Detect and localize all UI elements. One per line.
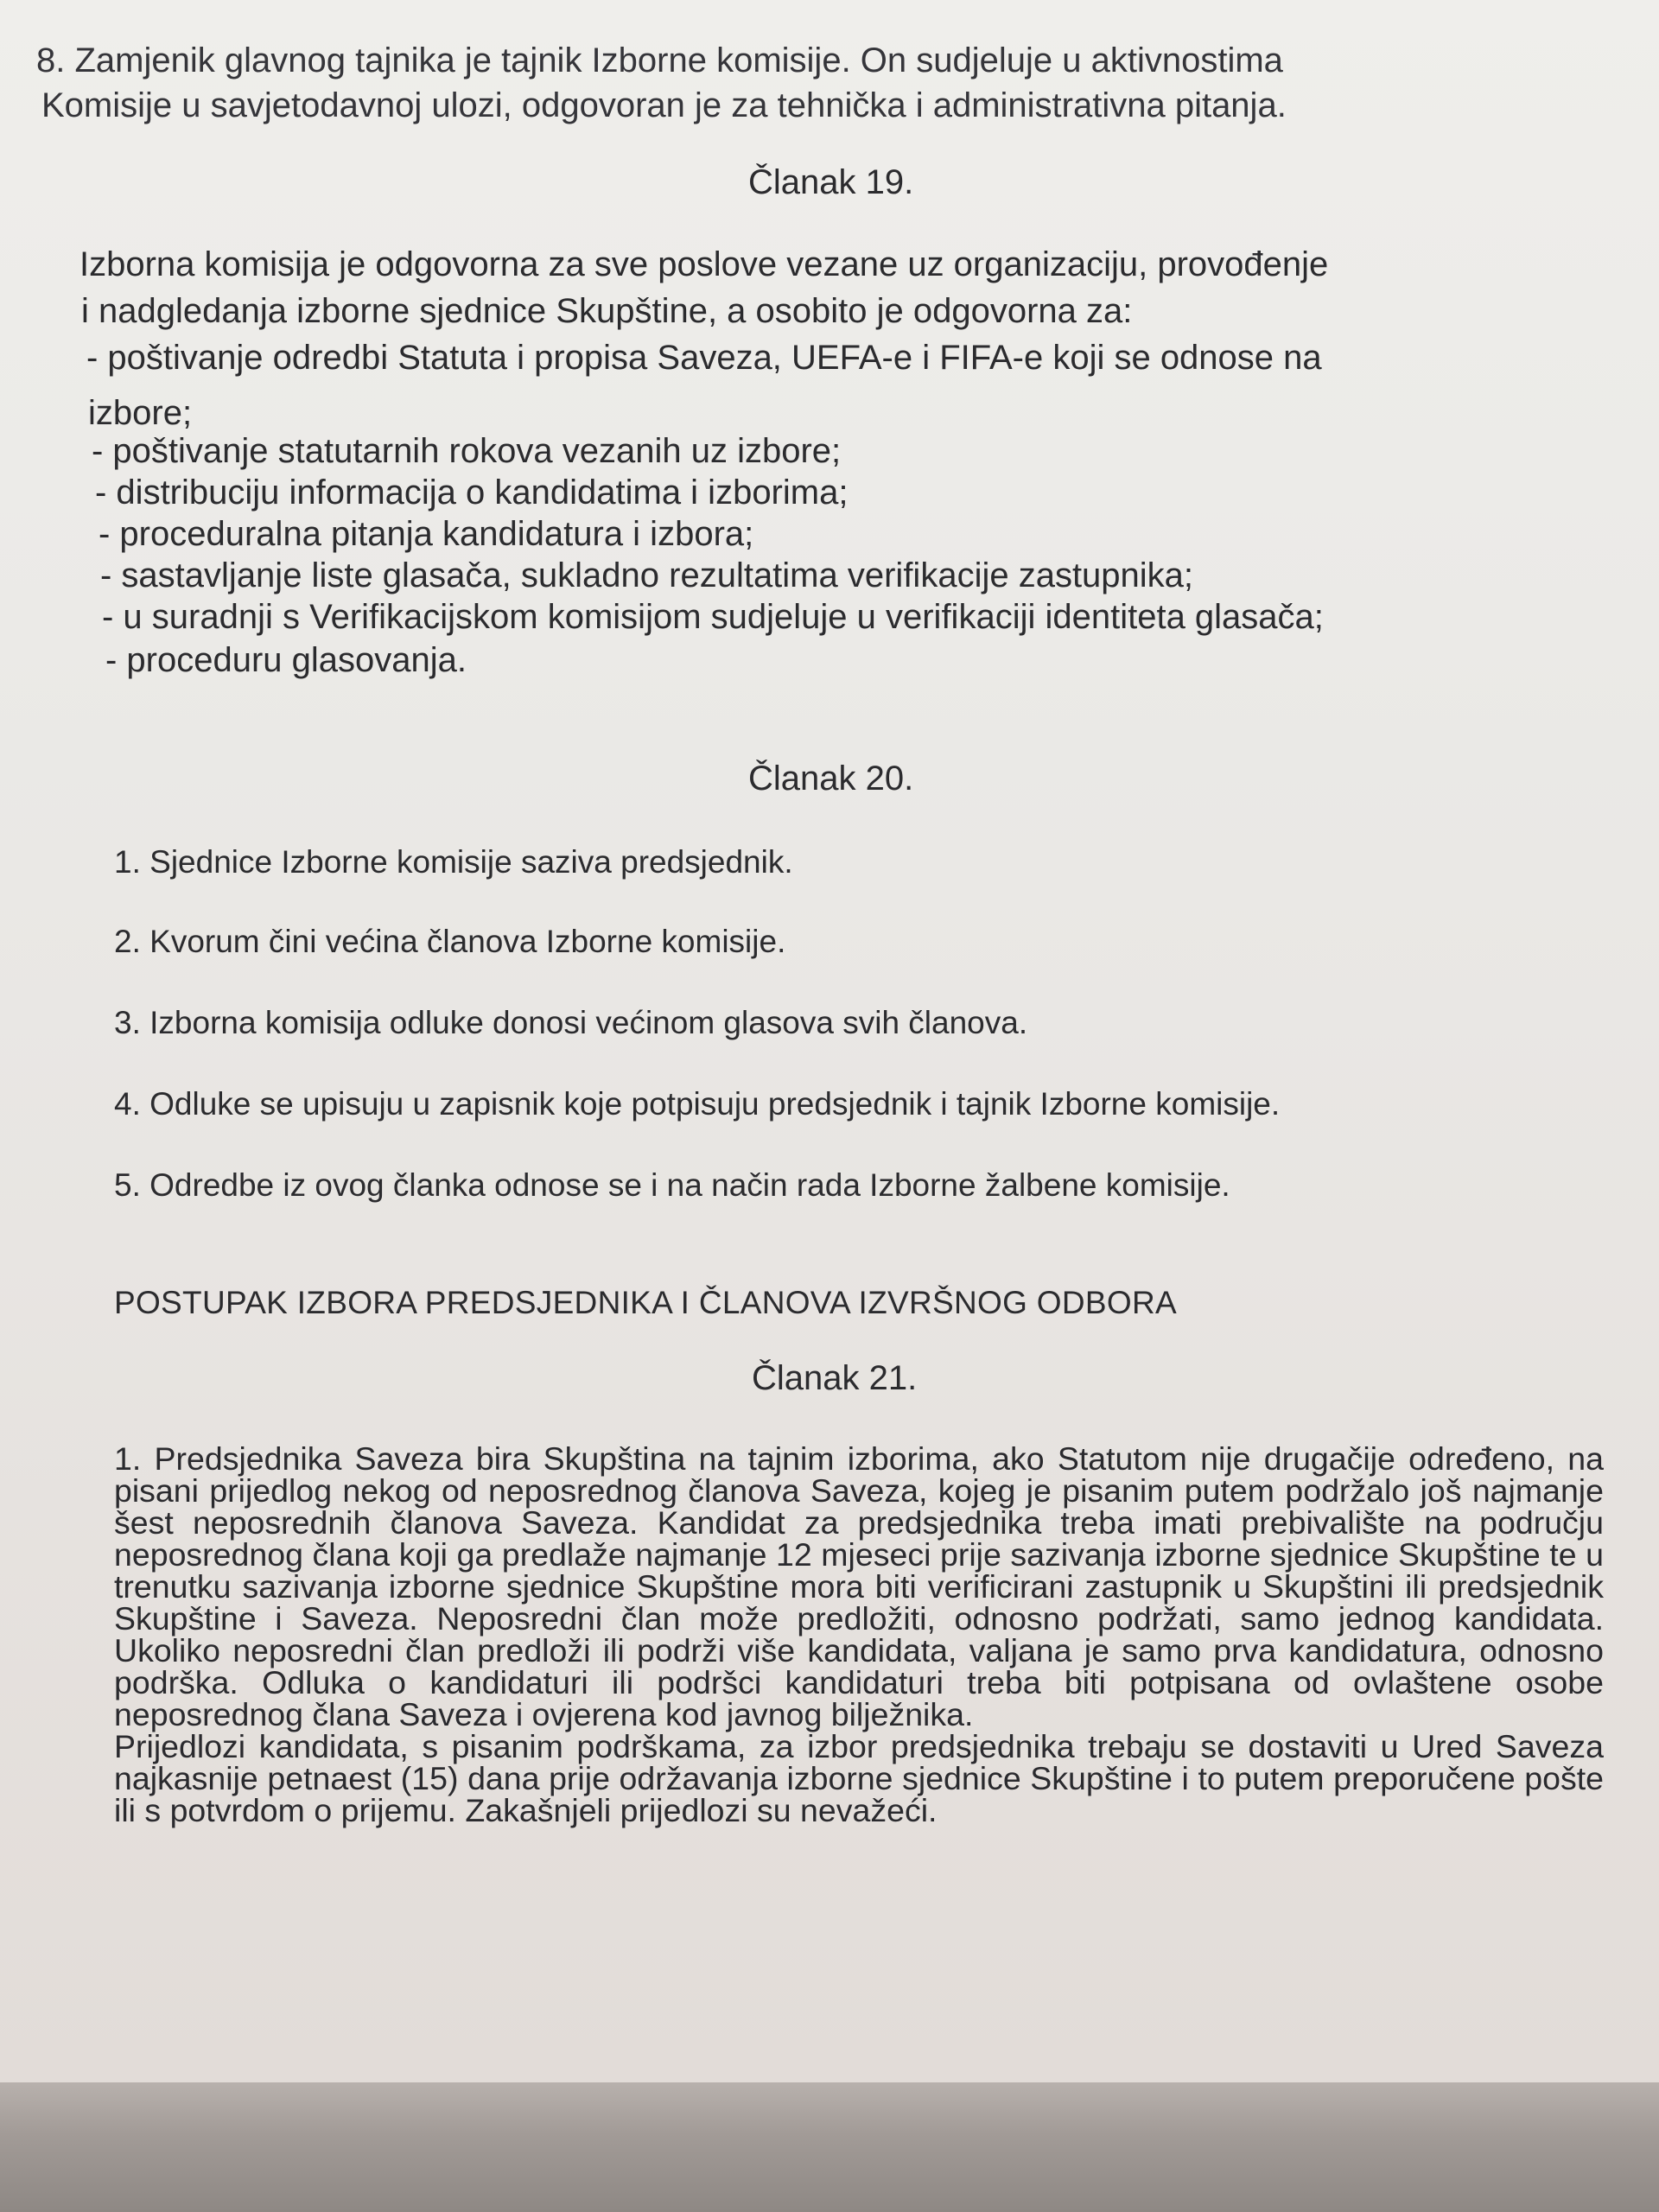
article-19-intro-line-2: i nadgledanja izborne sjednice Skupštine, a osobito je odgovorna za: xyxy=(81,292,1133,330)
article-19-intro-line-1: Izborna komisija je odgovorna za sve poslove vezane uz organizaciju, provođenje xyxy=(79,245,1329,283)
article-18-line-1: 8. Zamjenik glavnog tajnika je tajnik Izborne komisije. On sudjeluje u aktivnostima xyxy=(36,41,1283,79)
article-19-heading: Članak 19. xyxy=(748,163,914,201)
article-19-item: - sastavljanje liste glasača, sukladno rezultatima verifikacije zastupnika; xyxy=(100,556,1194,594)
article-21-paragraph-1: 1. Predsjednika Saveza bira Skupština na tajnim izborima, ako Statutom nije drugačije određeno, na pisani prijedlog nekog od neposrednog članova Saveza, kojeg je pisanim putem podržalo još najmanje šest neposrednih članova Saveza. Kandidat za predsjednika treba imati prebivalište na području neposrednog člana koji ga predlaže najmanje 12 mjeseci prije sazivanja izborne sjednice Skupštine te u trenutku sazivanja izborne sjednice Skupštine mora biti verificirani zastupnik u Skupštini ili predsjednik Skupštine i Saveza. Neposredni član može predložiti, odnosno podržati, samo jednog kandidata. Ukoliko neposredni član predloži ili podrži više kandidata, valjana je samo prva kandidatura, odnosno podrška. Odluka o kandidaturi ili podršci kandidaturi treba biti potpisana od ovlaštene osobe neposrednog člana Saveza i ovjerena kod javnog bilježnika. xyxy=(114,1440,1604,1732)
article-21-body xyxy=(114,1440,1604,1828)
article-20-item: 4. Odluke se upisuju u zapisnik koje potpisuju predsjednik i tajnik Izborne komisije. xyxy=(114,1086,1281,1122)
article-20-heading: Članak 20. xyxy=(748,760,914,798)
article-19-item: - u suradnji s Verifikacijskom komisijom sudjeluje u verifikaciji identiteta glasača; xyxy=(102,598,1324,636)
article-19-item: izbore; xyxy=(88,394,193,432)
article-19-item: - proceduralna pitanja kandidatura i izbora; xyxy=(99,515,754,553)
article-21-heading: Članak 21. xyxy=(752,1359,918,1397)
article-20-item: 2. Kvorum čini većina članova Izborne komisije. xyxy=(114,924,786,959)
article-19-item: - poštivanje statutarnih rokova vezanih uz izbore; xyxy=(92,432,842,470)
article-19-item: - distribuciju informacija o kandidatima i izborima; xyxy=(95,474,849,512)
article-18-line-2: Komisije u savjetodavnoj ulozi, odgovoran je za tehnička i administrativna pitanja. xyxy=(41,86,1287,124)
article-20-item: 5. Odredbe iz ovog članka odnose se i na način rada Izborne žalbene komisije. xyxy=(114,1167,1230,1203)
article-20-item: 3. Izborna komisija odluke donosi većinom glasova svih članova. xyxy=(114,1005,1028,1040)
section-title: POSTUPAK IZBORA PREDSJEDNIKA I ČLANOVA IZVRŠNOG ODBORA xyxy=(114,1285,1177,1320)
article-19-item: - poštivanje odredbi Statuta i propisa Saveza, UEFA-e i FIFA-e koji se odnose na xyxy=(86,339,1322,377)
article-20-item: 1. Sjednice Izborne komisije saziva predsjednik. xyxy=(114,844,793,880)
article-21-paragraph-2: Prijedlozi kandidata, s pisanim podrškama, za izbor predsjednika trebaju se dostaviti u Ured Saveza najkasnije petnaest (15) dana prije održavanja izborne sjednice Skupštine i to putem preporučene pošte ili s potvrdom o prijemu. Zakašnjeli prijedlozi su nevažeći. xyxy=(114,1728,1604,1828)
article-19-item: - proceduru glasovanja. xyxy=(105,641,467,679)
desk-surface xyxy=(0,2082,1659,2212)
